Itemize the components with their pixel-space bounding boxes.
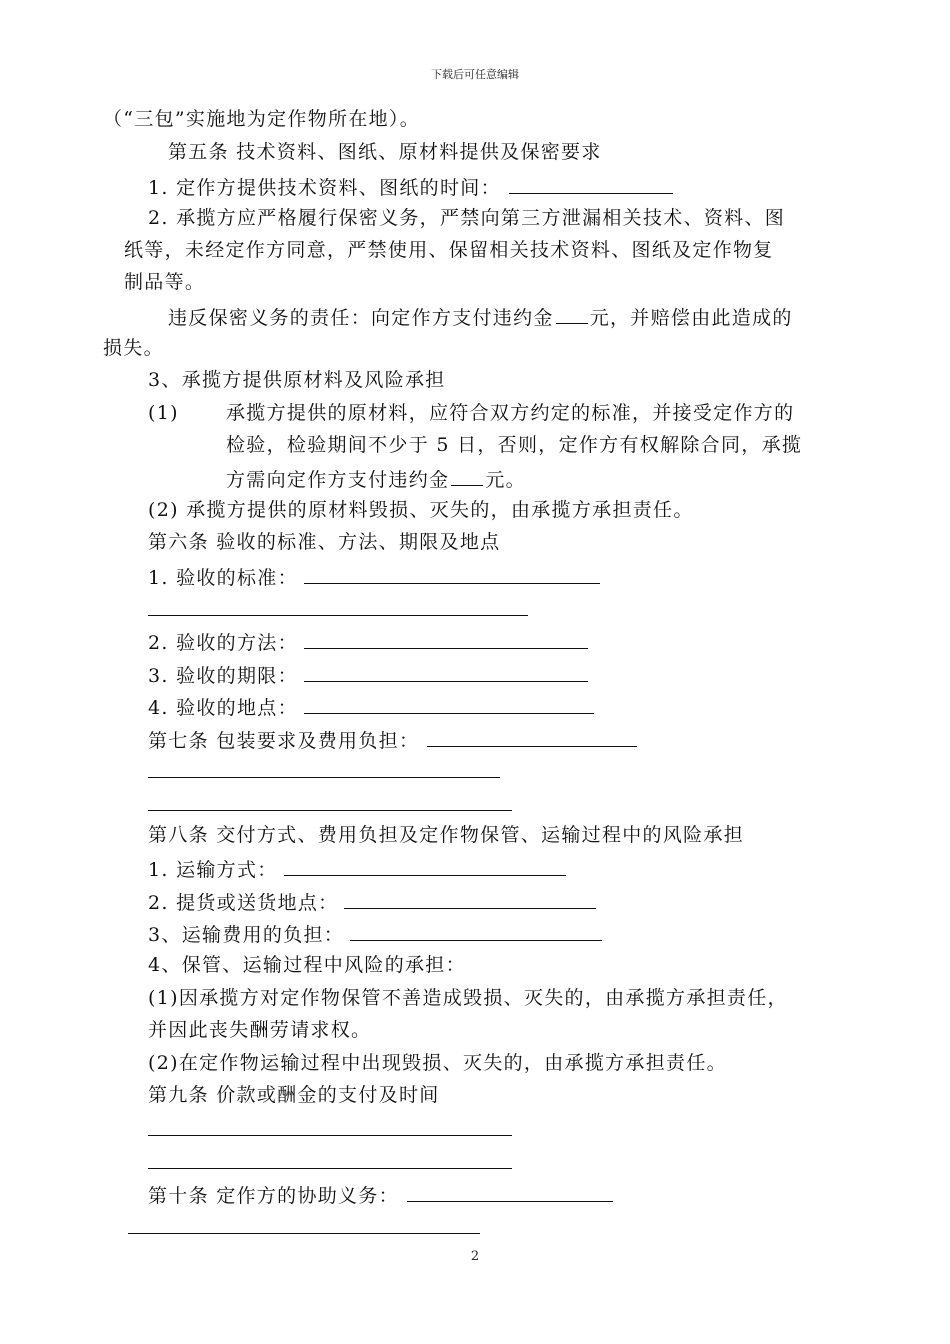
field-label: 3. 验收的期限： [148,665,298,687]
text-line: 检验，检验期间不少于 5 日，否则，定作方有权解除合同，承揽 [226,434,803,456]
text-line: (1)因承揽方对定作物保管不善造成毁损、灭失的，由承揽方承担责任， [148,987,788,1009]
clause-5-1-label: 1. 定作方提供技术资料、图纸的时间： [148,177,501,199]
acceptance-method [148,628,588,655]
page-header: 下载后可任意编辑 [431,68,519,81]
field-label: 1. 验收的标准： [148,567,298,589]
text-segment: 违反保密义务的责任：向定作方支付违约金 [168,307,554,329]
section-heading-9: 第九条 价款或酬金的支付及时间 [148,1084,440,1106]
text-line: 纸等，未经定作方同意，严禁使用、保留相关技术资料、图纸及定作物复 [124,239,774,261]
fill-in-line[interactable] [148,810,512,811]
fill-in-line[interactable] [148,1168,512,1169]
text-segment: 元，并赔偿由此造成的 [589,307,793,329]
fill-in-blank[interactable] [344,888,596,909]
fill-in-line[interactable] [148,777,500,778]
fill-in-line[interactable] [128,1233,480,1234]
field-label: 1. 运输方式： [148,859,278,881]
confidentiality-liability [168,303,793,330]
text-line: 4、保管、运输过程中风险的承担： [148,954,466,976]
fill-in-line[interactable] [148,615,528,616]
text-line: 并因此丧失酬劳请求权。 [148,1019,372,1041]
penalty-line [226,465,526,492]
section-heading-7 [148,726,637,753]
text-segment: 元。 [485,469,526,491]
text-line: （“三包”实施地为定作物所在地）。 [103,108,421,130]
text-line: 承揽方提供的原材料，应符合双方约定的标准，并接受定作方的 [226,402,795,424]
fill-in-blank[interactable] [304,563,600,584]
page-number: 2 [470,1249,480,1264]
section-heading-10 [148,1181,613,1208]
text-line: 制品等。 [124,271,206,293]
field-label: 4. 验收的地点： [148,697,298,719]
fill-in-line[interactable] [148,1135,512,1136]
fill-in-blank[interactable] [509,173,673,194]
fill-in-blank[interactable] [284,855,566,876]
fill-in-blank[interactable] [556,303,588,324]
item-number: (1) [148,402,179,424]
text-line: (2)在定作物运输过程中出现毁损、灭失的，由承揽方承担责任。 [148,1052,727,1074]
acceptance-period [148,661,588,688]
clause-5-2: 2. 承揽方应严格履行保密义务，严禁向第三方泄漏相关技术、资料、图 [148,207,786,229]
fill-in-blank[interactable] [350,920,602,941]
fill-in-blank[interactable] [427,726,637,747]
fill-in-blank[interactable] [407,1181,613,1202]
field-label: 第七条 包装要求及费用负担： [148,730,420,752]
text-line: (2) 承揽方提供的原材料毁损、灭失的，由承揽方承担责任。 [148,499,694,521]
fill-in-blank[interactable] [304,661,588,682]
delivery-place [148,888,596,915]
acceptance-standard [148,563,600,590]
clause-5-1 [148,173,673,200]
fill-in-blank[interactable] [451,465,483,486]
field-label: 2. 验收的方法： [148,632,298,654]
field-label: 3、运输费用的负担： [148,924,345,946]
acceptance-place [148,693,594,720]
section-heading-6: 第六条 验收的标准、方法、期限及地点 [148,531,501,553]
field-label: 第十条 定作方的协助义务： [148,1185,399,1207]
fill-in-blank[interactable] [304,693,594,714]
transport-method [148,855,566,882]
clause-5-3: 3、承揽方提供原材料及风险承担 [148,369,446,391]
field-label: 2. 提货或送货地点： [148,892,339,914]
text-segment: 方需向定作方支付违约金 [226,469,450,491]
transport-cost [148,920,602,947]
fill-in-blank[interactable] [304,628,588,649]
text-line: 损失。 [103,337,164,359]
section-heading-5: 第五条 技术资料、图纸、原材料提供及保密要求 [168,141,602,163]
section-heading-8: 第八条 交付方式、费用负担及定作物保管、运输过程中的风险承担 [148,824,745,846]
